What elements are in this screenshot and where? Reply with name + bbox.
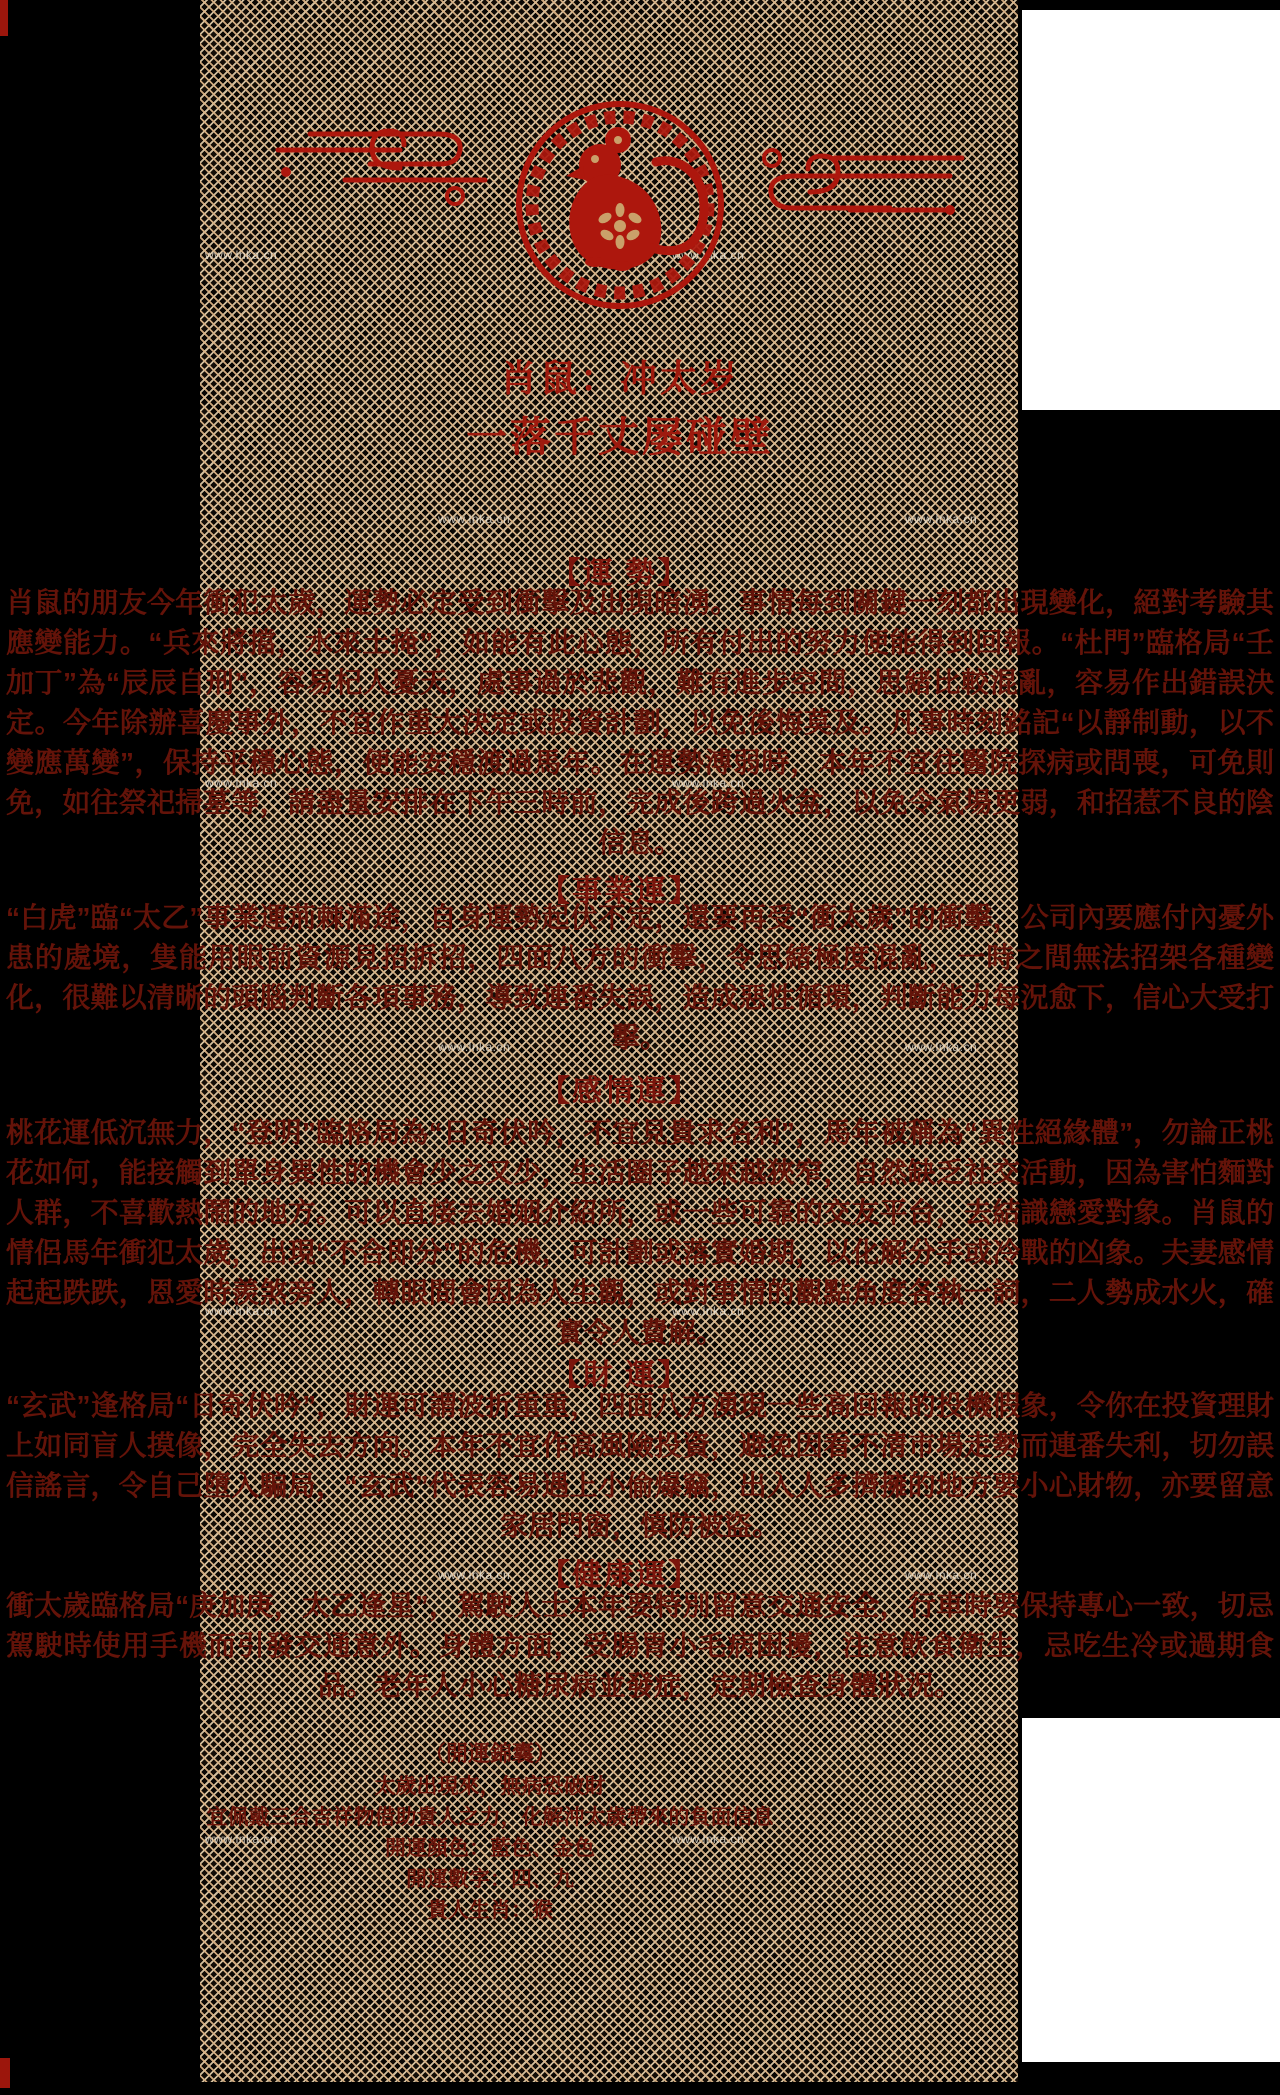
section-heading-health: 【健康運】 (540, 1559, 700, 1592)
bottom-black-bar (0, 2082, 1280, 2095)
watermark-text: www.lnka.cn (205, 1832, 278, 1846)
white-cutout-top-right (1022, 10, 1280, 410)
section-heading-career: 【事業運】 (540, 875, 700, 908)
lucky-tips-block (0, 1738, 980, 1926)
section-body-career: “白虎”臨“太乙”事業運荊棘滿途，自身運勢起伏不定，還要再受“衝太歲”的衝擊，公司內要應付內憂外患的處境，隻能用眼前資源見招拆招，四面八方的衝擊，令思緒極度混亂，一時之間無法招架各種變化，很難以清晰的頭腦判斷各項事務，導致連番失誤，造成惡性循環，判斷能力每況愈下，信心大受打擊。 (6, 902, 1274, 1053)
lucky-tips-line: 貴人生肖：猴 (427, 1899, 553, 1922)
section-body-fortune: 肖鼠的朋友今年衝犯太歲，運勢必定受到衝擊及出現暗湧。事情每到關鍵一刻都出現變化，絕對考驗其應變能力。“兵來將擋，水來土掩”，如能有此心態，所有付出的努力便能得到回報。“杜門”臨格局“壬加丁”為“辰辰自刑”，容易杞人憂天，處事過於悲觀，難有進步空間，思緒比較混亂，容易作出錯誤決定。今年除辦喜慶事外，不宜作重大決定或投資計劃，以免後悔莫及。凡事時刻銘記“以靜制動，以不變應萬變”，保持平穩心態，便能安穩渡過馬年。在運勢溥弱時，本年不宜往醫院探病或問喪，可免則免，如往祭祀掃墓等，請盡量安排在下午三時前，完成後跨過火盆，以免令氣場更弱，和招惹不良的陰信息。 (6, 587, 1274, 858)
lucky-tips-line: 太歲出現來，無病恐破財 (374, 1775, 606, 1798)
section-body-wealth: “玄武”逢格局“日奇伏吟”，財運可謂波折重重，四面八方湧現一些高回報的投機假象，令你在投資理財上如同盲人摸像，完全失去方向。本年不宜作高風險投資，避免因看不清市場走勢而連番失利，切勿誤信謠言，令自己墮入騙局，“玄武”代表容易遇上小偷爆竊，出入人多擠擁的地方要小心財物，亦要留意家居門窗，慎防被盜。 (6, 1390, 1274, 1541)
red-edge-fragment-top (0, 0, 8, 36)
page-title-line2: 一落千丈屡碰壁 (466, 414, 774, 460)
section-heading-wealth: 【財 運】 (550, 1359, 690, 1392)
watermark-text: www.lnka.cn (905, 512, 978, 526)
watermark-text: www.lnka.cn (905, 1568, 978, 1582)
watermark-text: www.lnka.cn (205, 1304, 278, 1318)
section-body-health: 衝太歲臨格局“庚加庚，太乙逢星”，駕駛人士本年要特別留意交通安全，行車時要保持專心一致，切忌駕駛時使用手機而引發交通意外。身體方面，受腸胃小毛病困擾，注意飲食衛生，忌吃生冷或過期食品。老年人小心糖尿病並發症，定期檢查身體狀況。 (6, 1590, 1274, 1701)
watermark-text: www.lnka.cn (438, 1568, 511, 1582)
section-body-love: 桃花運低沉無力，“登明”臨格局為“日奇伏吟，不宜見貴求名利”，馬年被稱為“異性絕緣體”，勿論正桃花如何，能接觸到單身異性的機會少之又少，生活圈子越來越狹窄，自然缺乏社交活動，因為害怕麵對人群，不喜歡熱鬧的地方。可以直接去婚姻介紹所，或一些可靠的交友平台，去結識戀愛對象。肖鼠的情侶馬年衝犯太歲，出現“不合即分”的危機，可計劃或落實婚期，以化解分手或冷戰的凶象。夫妻感情起起跌跌，恩愛時羨煞旁人，轉眼間會因為人生觀，或對事情的觀點角度各執一詞，二人勢成水火，確實令人費解。 (6, 1117, 1274, 1348)
red-edge-fragment-bottom (0, 2058, 10, 2088)
page-title-line1: 肖鼠：冲太岁 (500, 358, 740, 399)
white-cutout-bottom-right (1022, 1718, 1280, 2062)
watermark-text: www.lnka.cn (438, 512, 511, 526)
lucky-tips-line: 開運數字：四、九 (406, 1868, 574, 1891)
lucky-tips-line: 開運顏色：藍色、金色 (385, 1837, 595, 1860)
watermark-text: www.lnka.cn (672, 248, 745, 262)
watermark-text: www.lnka.cn (205, 776, 278, 790)
rat-paper-cut-icon (250, 88, 990, 323)
rat-zodiac-emblem (250, 88, 990, 323)
watermark-text: www.lnka.cn (672, 776, 745, 790)
lucky-tips-title: （開運錦囊） (423, 1741, 556, 1766)
watermark-text: www.lnka.cn (205, 248, 278, 262)
section-heading-fortune: 【運 勢】 (550, 557, 690, 590)
section-heading-love: 【感情運】 (540, 1075, 700, 1108)
watermark-text: www.lnka.cn (905, 1040, 978, 1054)
watermark-text: www.lnka.cn (672, 1304, 745, 1318)
watermark-text: www.lnka.cn (438, 1040, 511, 1054)
lucky-tips-line: 宜佩戴三合吉祥物借助貴人之力，化解沖太歲帶來的負面信息 (206, 1806, 774, 1829)
watermark-text: www.lnka.cn (672, 1832, 745, 1846)
